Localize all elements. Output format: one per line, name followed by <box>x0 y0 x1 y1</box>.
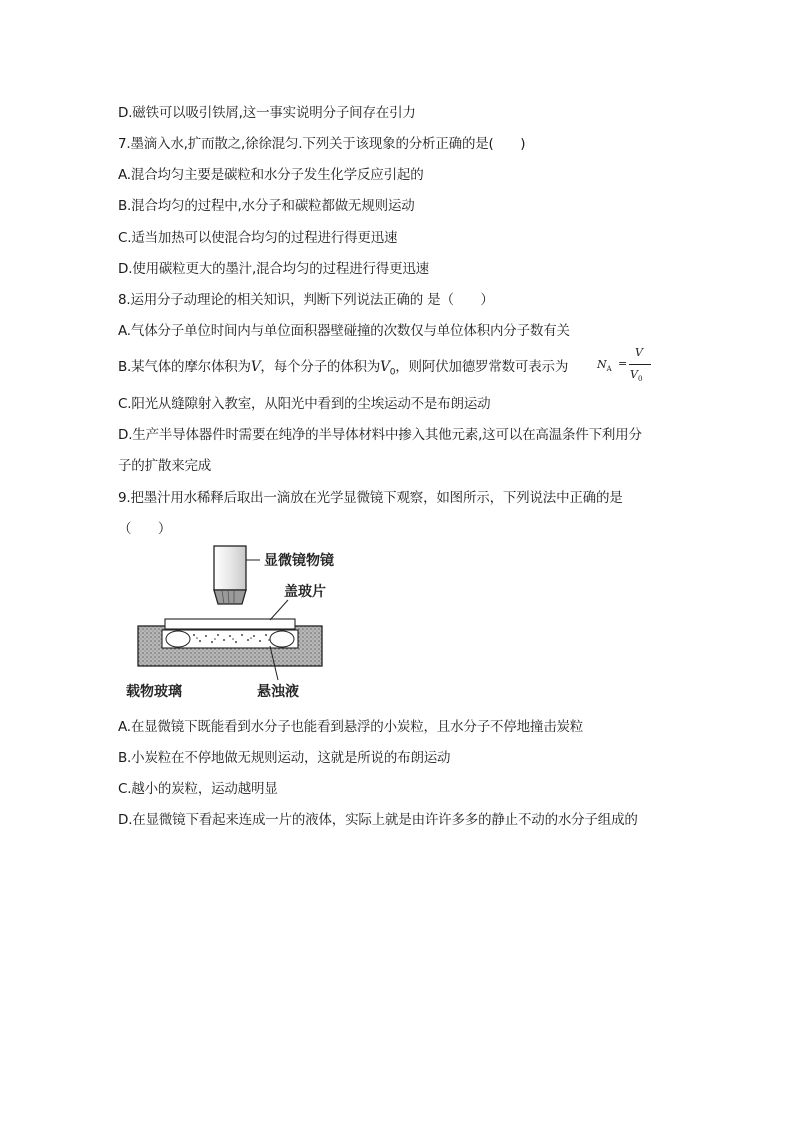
option-9d: D.在显微镜下看起来连成一片的液体，实际上就是由许许多多的静止不动的水分子组成的 <box>118 812 638 828</box>
option-9a: A.在显微镜下既能看到水分子也能看到悬浮的小炭粒，且水分子不停地撞击炭粒 <box>118 719 584 735</box>
label-suspension: 悬浊液 <box>257 684 299 700</box>
option-8c: C.阳光从缝隙射入教室，从阳光中看到的尘埃运动不是布朗运动 <box>118 396 491 412</box>
question-8: 8.运用分子动理论的相关知识，判断下列说法正确的 是（ ） <box>118 292 494 308</box>
option-8b <box>118 358 568 382</box>
option-8b-text-2: ，每个分子的体积为 <box>260 359 381 375</box>
formula-lhs: $N_A$ <box>597 358 612 374</box>
question-9: 9.把墨汁用水稀释后取出一滴放在光学显微镜下观察，如图所示，下列说法中正确的是 <box>118 490 623 506</box>
microscope-figure <box>118 540 378 710</box>
label-slide: 载物玻璃 <box>126 684 182 700</box>
option-8d-line-1: D.生产半导体器件时需要在纯净的半导体材料中掺入其他元素,这可以在高温条件下利用分 <box>118 427 642 443</box>
formula-equals: = <box>618 357 628 370</box>
option-7b: B.混合均匀的过程中,水分子和碳粒都做无规则运动 <box>118 198 415 214</box>
question-7: 7.墨滴入水,扩而散之,徐徐混匀.下列关于该现象的分析正确的是( ) <box>118 136 526 152</box>
option-8b-text-1: B.某气体的摩尔体积为 <box>118 359 251 375</box>
slide-assembly <box>138 619 322 666</box>
var-v0-sub: 0 <box>389 367 396 378</box>
option-6d: D.磁铁可以吸引铁屑,这一事实说明分子间存在引力 <box>118 105 416 121</box>
option-8d-line-2: 子的扩散来完成 <box>118 458 212 474</box>
label-objective: 显微镜物镜 <box>264 553 334 569</box>
option-9b: B.小炭粒在不停地做无规则运动，这就是所说的布朗运动 <box>118 750 451 766</box>
cover-slip <box>165 619 295 629</box>
option-8a: A.气体分子单位时间内与单位面积器壁碰撞的次数仅与单位体积内分子数有关 <box>118 323 570 339</box>
var-v0: V <box>380 359 390 375</box>
option-8b-text-3: ，则阿伏加德罗常数可表示为 <box>395 359 569 375</box>
var-v: V <box>250 359 261 375</box>
cover-leader <box>270 600 288 620</box>
option-7d: D.使用碳粒更大的墨汁,混合均匀的过程进行得更迅速 <box>118 261 429 277</box>
formula-denominator: $V_0$ <box>630 368 643 384</box>
question-9-answer-paren: （ ） <box>118 521 172 537</box>
formula-fraction-bar <box>629 364 651 365</box>
option-9c: C.越小的炭粒，运动越明显 <box>118 781 278 797</box>
label-cover-slip: 盖玻片 <box>284 584 326 600</box>
avogadro-formula <box>597 346 657 386</box>
objective-lens <box>214 546 246 604</box>
option-7c: C.适当加热可以使混合均匀的过程进行得更迅速 <box>118 230 398 246</box>
formula-numerator: V <box>635 346 643 359</box>
option-7a: A.混合均匀主要是碳粒和水分子发生化学反应引起的 <box>118 167 424 183</box>
